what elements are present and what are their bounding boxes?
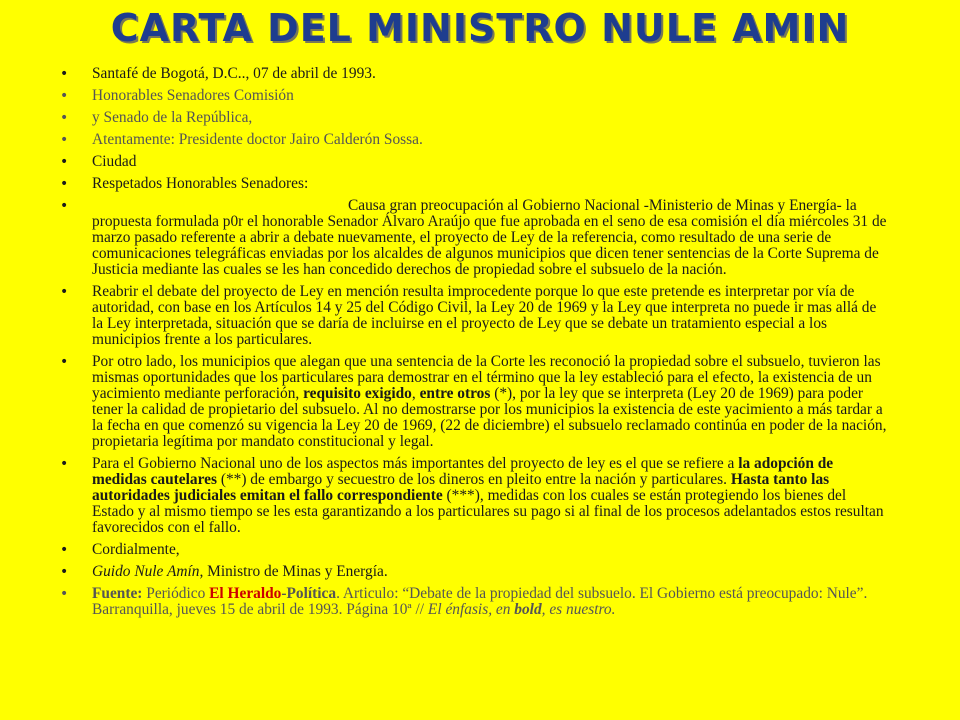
date-line: Santafé de Bogotá, D.C.., 07 de abril de 1993. [92, 65, 376, 82]
newspaper-name: El Heraldo [209, 585, 282, 602]
paragraph-3-separator: , [411, 385, 420, 402]
list-item-recipient-2 [60, 110, 890, 126]
closing: Cordialmente, [92, 541, 180, 558]
letter-list [60, 66, 890, 624]
list-item-recipient-3 [60, 132, 890, 148]
paragraph-4-bold: Hasta tanto las autoridades judiciales emitan el fallo correspondiente [92, 471, 830, 504]
paragraph-4-text: (***), medidas con los cuales se están protegiendo los bienes del Estado y al mismo tiempo se les esta garantizando a los particulares su pago si al final de los procesos adelantados estos resultan favorecidos con el fallo. [92, 487, 884, 536]
city-line: Ciudad [92, 153, 137, 170]
list-item-source [60, 586, 890, 618]
newspaper-section: -Política [281, 585, 337, 602]
page-title: CARTA DEL MINISTRO NULE AMIN [110, 6, 850, 50]
paragraph-4-bold: la adopción de medidas cautelares [92, 455, 834, 488]
recipient-line: Honorables Senadores Comisión [92, 87, 294, 104]
paragraph-3-text: (*), por la ley que se interpreta (Ley 20 de 1969) para poder tener la calidad de propietario del subsuelo. Al no demostrarse por los municipios la existencia de este yacimiento a más tardar a la fecha en que comenzó su vigencia la Ley 20 de 1969, (22 de diciembre) el subsuelo reclamado continúa en poder de la nación, propietaria legítima por mandato constitucional y legal. [92, 385, 887, 450]
list-item-city [60, 154, 890, 170]
signature-name: Guido Nule Amín, [92, 563, 204, 580]
paragraph-4-text: Para el Gobierno Nacional uno de los aspectos más importantes del proyecto de ley es el que se refiere a [92, 455, 739, 472]
list-item-signature [60, 564, 890, 580]
paragraph-3-bold: requisito exigido [303, 385, 412, 402]
recipient-line: y Senado de la República, [92, 109, 253, 126]
list-item-paragraph-4 [60, 456, 890, 536]
list-item-paragraph-2 [60, 284, 890, 348]
list-item-paragraph-3 [60, 354, 890, 450]
paragraph-4-text: (**) de embargo y secuestro de los dineros en pleito entre la nación y particulares. [216, 471, 731, 488]
list-item-recipient-1 [60, 88, 890, 104]
salutation: Respetados Honorables Senadores: [92, 175, 309, 192]
paragraph-3-bold: entre otros [419, 385, 491, 402]
list-item-paragraph-1 [60, 198, 890, 278]
paragraph-2: Reabrir el debate del proyecto de Ley en mención resulta improcedente porque lo que este pretende es interpretar por vía de autoridad, con base en los Artículos 14 y 25 del Código Civil, la Ley 20 de 1969 y la Ley que interpreta no puede ir mas allá de la Ley interpretada, situación que se daría de incluirse en el proyecto de Ley que se debate un tratamiento especial a los municipios frente a los particulares. [92, 283, 877, 348]
list-item-closing [60, 542, 890, 558]
paragraph-3-text: Por otro lado, los municipios que alegan que una sentencia de la Corte les reconoció la propiedad sobre el subsuelo, tuvieron las mismas oportunidades que los particulares para demostrar en el término que la ley estableció para el efecto, la existencia de un yacimiento mediante perforación, [92, 353, 881, 402]
emphasis-note: , es nuestro. [541, 601, 616, 618]
recipient-line: Atentamente: Presidente doctor Jairo Calderón Sossa. [92, 131, 423, 148]
list-item-date [60, 66, 890, 82]
emphasis-note: El énfasis, en [427, 601, 515, 618]
emphasis-note-bold: bold [514, 601, 542, 618]
source-text: . Articulo: “Debate de la propiedad del subsuelo. El Gobierno está preocupado: Nule”. Barranquilla, jueves 15 de abril de 1993. Página 10ª // [92, 585, 868, 618]
paragraph-1: Causa gran preocupación al Gobierno Nacional -Ministerio de Minas y Energía- la propuesta formulada p0r el honorable Senador Álvaro Araújo que fue aprobada en el seno de esa comisión el día miércoles 31 de marzo pasado referente a abrir a debate nuevamente, el proyecto de Ley de la referencia, como resultado de una serie de comunicaciones telegráficas enviadas por los alcaldes de algunos municipios que dicen tener sentencias de la Corte Suprema de Justicia mediante las cuales se les han concedido derechos de propiedad sobre el subsuelo de la nación. [92, 197, 887, 278]
source-label: Fuente: [92, 585, 143, 602]
signature-role: Ministro de Minas y Energía. [203, 563, 388, 580]
source-text: Periódico [142, 585, 210, 602]
list-item-salutation [60, 176, 890, 192]
